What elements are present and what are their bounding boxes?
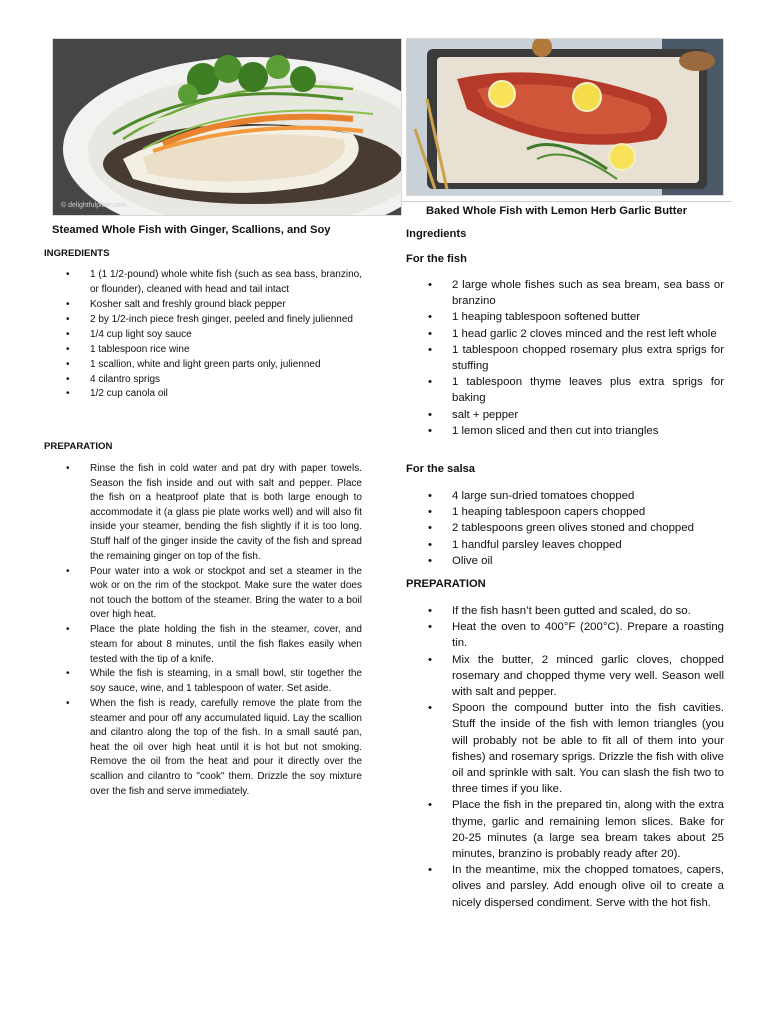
list-item: • 2 by 1/2-inch piece fresh ginger, peeled and finely julienned [44, 313, 362, 328]
list-item: • 1 head garlic 2 cloves minced and the rest left whole [406, 326, 724, 342]
baked-fish-illustration [407, 39, 723, 195]
list-item: • 1/4 cup light soy sauce [44, 328, 362, 343]
right-ingredients-heading: Ingredients [406, 228, 467, 240]
for-the-fish-heading: For the fish [406, 253, 467, 265]
list-item: • 2 large whole fishes such as sea bream, sea bass or branzino [406, 277, 724, 309]
list-item: • 4 large sun-dried tomatoes chopped [406, 488, 724, 504]
list-item: • 1 tablespoon rice wine [44, 343, 362, 358]
list-item: • Rinse the fish in cold water and pat dry with paper towels. Season the fish inside and out with salt and pepper. Place the fish on a heatproof plate that is both large enough to accommodate it (a glass pie plate works well) and will also fit inside your steamer, bending the fish slightly if it is too long. Stuff half of the ginger inside the cavity of the fish and spread the remaining ginger on top of the fish. [44, 462, 362, 564]
list-item: • 1 scallion, white and light green parts only, julienned [44, 358, 362, 373]
list-item: • Place the fish in the prepared tin, along with the extra thyme, garlic and remaining lemon slices. Bake for 20-25 minutes (a large sea bream takes about 25 minutes, branzino is probably ready after 20). [406, 797, 724, 862]
list-item: • 1/2 cup canola oil [44, 387, 362, 402]
left-ingredients-list [44, 268, 362, 402]
list-item: • 1 handful parsley leaves chopped [406, 537, 724, 553]
list-item: • 1 heaping tablespoon capers chopped [406, 504, 724, 520]
right-recipe-title: Baked Whole Fish with Lemon Herb Garlic Butter [426, 205, 688, 217]
list-item: • Mix the butter, 2 minced garlic cloves, chopped rosemary and chopped thyme very well. Season well with salt and pepper. [406, 652, 724, 701]
list-item: • 2 tablespoons green olives stoned and chopped [406, 520, 724, 536]
list-item: • While the fish is steaming, in a small bowl, stir together the soy sauce, wine, and 1 tablespoon of water. Set aside. [44, 667, 362, 696]
list-item: • salt + pepper [406, 407, 724, 423]
list-item: • Pour water into a wok or stockpot and set a steamer in the wok or on the rim of the stockpot. Make sure the water does not touch the bottom of the steamer. Bring the water to a boil over high heat. [44, 565, 362, 623]
list-item: • 1 heaping tablespoon softened butter [406, 309, 724, 325]
right-preparation-heading: PREPARATION [406, 578, 486, 590]
left-preparation-list [44, 462, 362, 800]
list-item: • 4 cilantro sprigs [44, 373, 362, 388]
list-item: • Place the plate holding the fish in the steamer, cover, and steam for about 8 minutes, until the fish flakes easily when tested with the tip of a knife. [44, 623, 362, 667]
baked-fish-photo [406, 38, 724, 196]
right-preparation-list [406, 603, 724, 911]
list-item: • 1 (1 1/2-pound) whole white fish (such as sea bass, branzino, or flounder), cleaned with head and tail intact [44, 268, 362, 297]
left-ingredients-heading: INGREDIENTS [44, 248, 110, 259]
left-preparation-heading: PREPARATION [44, 441, 113, 452]
steamed-fish-photo [52, 38, 402, 216]
list-item: • When the fish is ready, carefully remove the plate from the steamer and pour off any accumulated liquid. Lay the scallion and cilantro along the top of the fish. In a small sauté pan, heat the oil over high heat until it is hot but not smoking. Remove the oil from the heat and pour it directly over the scallion and cilantro to "cook" them. Drizzle the soy mixture over the fish and serve immediately. [44, 697, 362, 799]
list-item: • In the meantime, mix the chopped tomatoes, capers, olives and parsley. Add enough olive oil to create a nicely dispersed condiment. Serve with the hot fish. [406, 862, 724, 911]
list-item: • If the fish hasn’t been gutted and scaled, do so. [406, 603, 724, 619]
fish-ingredients-list [406, 277, 724, 439]
list-item: • 1 tablespoon chopped rosemary plus extra sprigs for stuffing [406, 342, 724, 374]
list-item: • 1 lemon sliced and then cut into triangles [406, 423, 724, 439]
list-item: • Kosher salt and freshly ground black pepper [44, 298, 362, 313]
steamed-fish-illustration [53, 39, 401, 215]
caption-divider [402, 201, 732, 202]
list-item: • 1 tablespoon thyme leaves plus extra sprigs for baking [406, 374, 724, 406]
list-item: • Heat the oven to 400°F (200°C). Prepare a roasting tin. [406, 619, 724, 651]
photo-watermark: © delightfulplate.com [61, 202, 127, 209]
list-item: • Spoon the compound butter into the fish cavities. Stuff the inside of the fish with lemon triangles (you will probably not be able to fit all of them into your fishes) and rosemary sprigs. Drizzle the fish with olive oil and sprinkle with salt. You can slash the fish two to three times if you like. [406, 700, 724, 797]
list-item: • Olive oil [406, 553, 724, 569]
left-recipe-title: Steamed Whole Fish with Ginger, Scallions, and Soy [52, 224, 331, 236]
for-the-salsa-heading: For the salsa [406, 463, 476, 475]
salsa-ingredients-list [406, 488, 724, 569]
